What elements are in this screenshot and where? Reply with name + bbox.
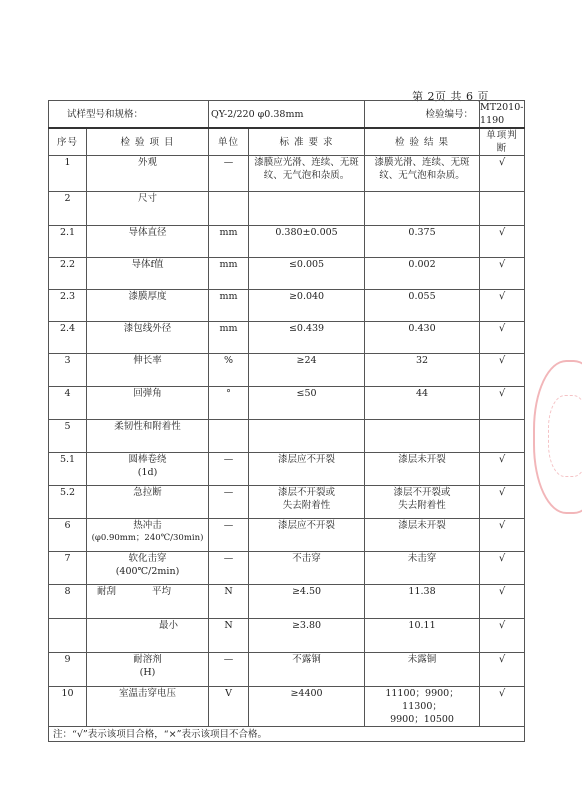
row-item: 导体f值	[87, 258, 209, 290]
row-standard: ≤50	[249, 387, 365, 420]
row-item-line2: (φ0.90mm；240℃/30min)	[91, 533, 204, 543]
row-judge: √	[480, 486, 525, 519]
row-standard: 漆层应不开裂	[249, 453, 365, 486]
table-row	[49, 192, 525, 226]
sample-info-row	[49, 101, 525, 129]
header-standard: 标 准 要 求	[249, 128, 365, 156]
row-standard: ≤0.439	[249, 322, 365, 354]
row-item-sub: 最小	[159, 620, 179, 631]
row-result	[365, 192, 480, 226]
row-standard-line1: 漆层不开裂或	[278, 487, 336, 498]
table-row	[49, 552, 525, 585]
row-standard: ≥3.80	[249, 619, 365, 653]
row-judge: √	[480, 354, 525, 387]
row-unit: —	[209, 552, 249, 585]
table-row	[49, 619, 525, 653]
header-judge: 单项判断	[480, 128, 525, 156]
table-row	[49, 156, 525, 192]
row-judge	[480, 192, 525, 226]
row-result-line1: 11100；9900；11300；	[385, 688, 459, 712]
row-item-line2: (H)	[139, 667, 156, 678]
row-item	[87, 653, 209, 687]
row-item: 漆包线外径	[87, 322, 209, 354]
row-no	[49, 619, 87, 653]
row-item: 室温击穿电压	[87, 687, 209, 727]
table-header	[49, 128, 525, 156]
header-item: 检 验 项 目	[87, 128, 209, 156]
row-result-line1: 漆层不开裂或	[393, 487, 451, 498]
row-unit: mm	[209, 258, 249, 290]
row-unit: —	[209, 453, 249, 486]
model-label: 试样型号和规格：	[49, 101, 209, 129]
table-row	[49, 226, 525, 258]
header-result: 检 验 结 果	[365, 128, 480, 156]
row-standard: ≥24	[249, 354, 365, 387]
row-no: 2.2	[49, 258, 87, 290]
row-unit: mm	[209, 290, 249, 322]
row-unit	[209, 192, 249, 226]
row-item-line2: (400℃/2min)	[115, 566, 180, 577]
row-judge: √	[480, 619, 525, 653]
row-unit: N	[209, 585, 249, 619]
header-no: 序号	[49, 128, 87, 156]
table-row	[49, 258, 525, 290]
row-item: 回弹角	[87, 387, 209, 420]
row-no: 2.4	[49, 322, 87, 354]
row-judge: √	[480, 552, 525, 585]
number-label: 检验编号：	[365, 101, 480, 129]
row-no: 5	[49, 420, 87, 453]
table-row	[49, 322, 525, 354]
row-standard	[249, 486, 365, 519]
row-no: 3	[49, 354, 87, 387]
row-item-line1: 圆棒卷绕	[128, 454, 167, 465]
row-unit: mm	[209, 322, 249, 354]
row-unit	[209, 420, 249, 453]
row-item: 导体直径	[87, 226, 209, 258]
row-item	[87, 585, 209, 619]
row-no: 4	[49, 387, 87, 420]
row-standard: 漆层应不开裂	[249, 519, 365, 552]
row-judge: √	[480, 519, 525, 552]
row-result: 漆膜光滑、连续、无斑纹、无气泡和杂质。	[365, 156, 480, 192]
row-no: 10	[49, 687, 87, 727]
row-unit: —	[209, 156, 249, 192]
table-row	[49, 290, 525, 322]
row-unit: V	[209, 687, 249, 727]
table-row	[49, 387, 525, 420]
row-standard: 漆膜应光滑、连续、无斑纹、无气泡和杂质。	[249, 156, 365, 192]
row-result	[365, 420, 480, 453]
row-no: 1	[49, 156, 87, 192]
row-judge	[480, 420, 525, 453]
table-row	[49, 453, 525, 486]
row-standard: ≥4.50	[249, 585, 365, 619]
row-no: 2	[49, 192, 87, 226]
row-standard: ≥4400	[249, 687, 365, 727]
row-judge: √	[480, 387, 525, 420]
footer-note: 注：“√”表示该项目合格，“×”表示该项目不合格。	[49, 727, 525, 742]
table-row	[49, 354, 525, 387]
row-result: 0.002	[365, 258, 480, 290]
row-item-line1: 耐溶剂	[133, 654, 162, 665]
row-result: 未露铜	[365, 653, 480, 687]
red-seal-stamp-inner	[548, 395, 582, 477]
row-no: 9	[49, 653, 87, 687]
row-judge: √	[480, 156, 525, 192]
row-judge: √	[480, 322, 525, 354]
row-result-line2: 失去附着性	[398, 500, 446, 511]
table-row	[49, 486, 525, 519]
inspection-table	[48, 100, 525, 742]
row-result	[365, 486, 480, 519]
row-result: 漆层未开裂	[365, 519, 480, 552]
row-item: 漆膜厚度	[87, 290, 209, 322]
row-judge: √	[480, 453, 525, 486]
row-result-line2: 9900；10500	[390, 714, 454, 725]
row-result: 0.055	[365, 290, 480, 322]
row-unit: %	[209, 354, 249, 387]
table-row	[49, 420, 525, 453]
row-standard	[249, 420, 365, 453]
row-item-sub: 平均	[152, 586, 172, 597]
row-standard: ≥0.040	[249, 290, 365, 322]
row-unit: °	[209, 387, 249, 420]
row-judge: √	[480, 226, 525, 258]
number-value: MT2010-1190	[480, 102, 524, 126]
row-no: 2.1	[49, 226, 87, 258]
row-no: 8	[49, 585, 87, 619]
row-unit: —	[209, 653, 249, 687]
row-item: 急拉断	[87, 486, 209, 519]
table-row	[49, 519, 525, 552]
row-standard: 不露铜	[249, 653, 365, 687]
row-standard: 不击穿	[249, 552, 365, 585]
row-result: 0.430	[365, 322, 480, 354]
row-result: 44	[365, 387, 480, 420]
row-result: 0.375	[365, 226, 480, 258]
row-judge: √	[480, 687, 525, 727]
row-standard-line2: 失去附着性	[282, 500, 331, 511]
row-standard: ≤0.005	[249, 258, 365, 290]
row-item	[87, 619, 209, 653]
row-judge: √	[480, 585, 525, 619]
row-result: 未击穿	[365, 552, 480, 585]
row-item: 伸长率	[87, 354, 209, 387]
page-number: 第 2页 共 6 页	[412, 90, 489, 103]
row-unit: N	[209, 619, 249, 653]
table-row	[49, 653, 525, 687]
row-result: 11.38	[365, 585, 480, 619]
row-result: 32	[365, 354, 480, 387]
row-no: 2.3	[49, 290, 87, 322]
row-no: 5.1	[49, 453, 87, 486]
row-unit: mm	[209, 226, 249, 258]
row-item-line2: (1d)	[137, 467, 158, 478]
row-judge: √	[480, 258, 525, 290]
row-item: 尺寸	[87, 192, 209, 226]
row-result: 10.11	[365, 619, 480, 653]
row-judge: √	[480, 653, 525, 687]
row-result: 漆层未开裂	[365, 453, 480, 486]
header-unit: 单位	[209, 128, 249, 156]
row-no: 6	[49, 519, 87, 552]
row-result	[365, 687, 480, 727]
row-item-line1: 热冲击	[133, 520, 162, 531]
row-unit: —	[209, 519, 249, 552]
row-item: 柔韧性和附着性	[87, 420, 209, 453]
row-item	[87, 519, 209, 552]
model-value: QY-2/220 φ0.38mm	[209, 101, 365, 129]
row-no: 7	[49, 552, 87, 585]
table-row	[49, 585, 525, 619]
row-judge: √	[480, 290, 525, 322]
row-standard	[249, 192, 365, 226]
table-row	[49, 687, 525, 727]
row-no: 5.2	[49, 486, 87, 519]
row-item	[87, 453, 209, 486]
footer-row	[49, 727, 525, 742]
row-item: 外观	[87, 156, 209, 192]
row-standard: 0.380±0.005	[249, 226, 365, 258]
row-item-line1: 软化击穿	[128, 553, 167, 564]
row-item-main: 耐刮	[97, 586, 117, 597]
row-unit: —	[209, 486, 249, 519]
row-item	[87, 552, 209, 585]
